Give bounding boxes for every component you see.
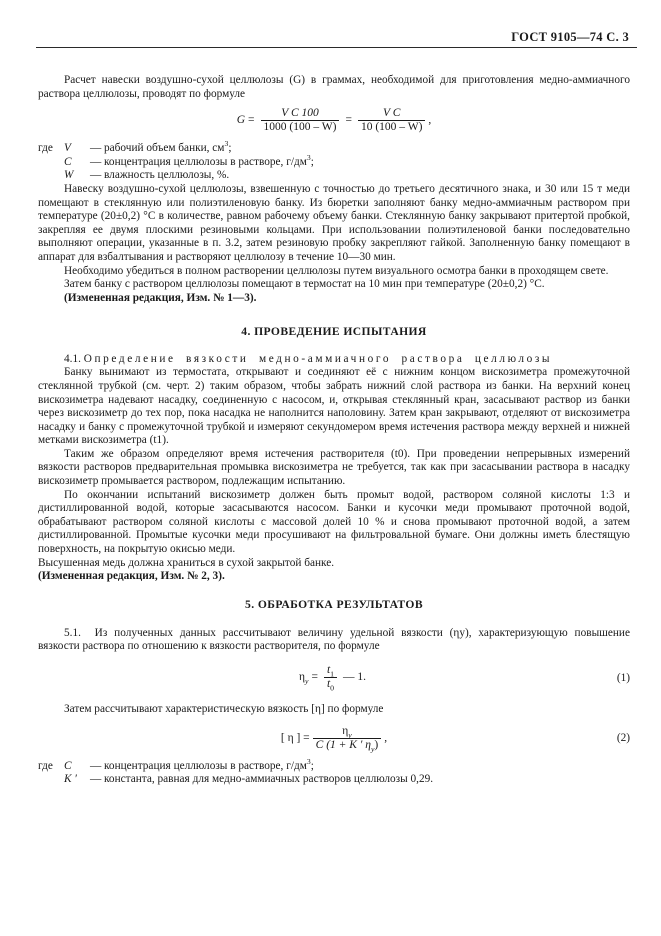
formula-G-equals-2: = — [345, 114, 352, 127]
where-item-C2 — [38, 756, 630, 774]
where-sup-C: 3 — [306, 153, 311, 163]
where-text-V: рабочий объем банки, см — [104, 142, 225, 155]
formula-1-fraction — [324, 664, 337, 691]
formula-1-eta-subscript: у — [304, 676, 309, 686]
where-sup-V: 3 — [224, 139, 229, 149]
where-tail-V: ; — [228, 142, 232, 155]
where-dash-V: — — [90, 142, 102, 155]
paragraph-revision-note-2: (Измененная редакция, Изм. № 2, 3). — [38, 570, 225, 583]
formula-1-specific-viscosity — [38, 664, 630, 691]
formula-2-fraction — [313, 725, 382, 752]
formula-1-number: (1) — [616, 671, 630, 684]
document-body — [38, 74, 630, 787]
formula-G-fraction-1 — [261, 107, 340, 134]
clause-heading-4-1 — [38, 352, 630, 366]
paragraph-intrinsic-viscosity: Затем рассчитывают характеристическую вязкость [η] по формуле — [64, 703, 384, 715]
where-text-C2: концентрация целлюлозы в растворе, г/дм — [104, 759, 307, 772]
formula-G-numerator-2: V C — [358, 107, 425, 121]
where-dash-C2: — — [90, 759, 102, 772]
clause-5-1-number: 5.1. — [64, 626, 81, 639]
where-tail-C2: ; — [310, 759, 314, 772]
formula-2-numerator: $\eta_у$ — [313, 725, 382, 739]
section-heading-5: 5. ОБРАБОТКА РЕЗУЛЬТАТОВ — [245, 597, 423, 611]
paragraph-4-1-procedure: Банку вынимают из термостата, открывают и соединяют её с нижним концом вискозиметра промежуточной стеклянной трубкой (см. черт. 2) таким образом, чтобы забрать нижний слой раствора из банки. На верхний конец вискозиметра надевают насадку, соединенную с насосом, и, открывая стеклянный кран, засасывают раствор из банки через вискозиметр до тех пор, пока насадка не наполнится наполовину. Затем кран закрывают, отделяют от вискозиметра насадку и банку с промежуточной трубкой и измеряют секундомером время истечения раствора между верхней и нижней метками вискозиметра (t1). — [38, 366, 630, 447]
formula-G-denominator-2: 10 (100 – W) — [360, 121, 423, 134]
where-text-C: концентрация целлюлозы в растворе, г/дм — [104, 155, 307, 168]
where-text-K: константа, равная для медно-аммиачных растворов целлюлозы 0,29. — [104, 773, 434, 786]
paragraph-thermostat: Затем банку с раствором целлюлозы помещают в термостат на 10 мин при температуре (20±0,2) °С. — [64, 278, 545, 291]
formula-2-denominator: C (1 + K ′ $\eta_у$) — [315, 738, 379, 753]
formula-1-tail: — 1. — [343, 671, 367, 684]
where-item-V — [38, 139, 630, 156]
where-item-W — [38, 169, 630, 183]
formula-2-lhs: [ η ] = — [280, 731, 310, 744]
formula-G-equals: = — [248, 114, 255, 127]
formula-G-trailing: , — [428, 114, 432, 127]
where-tail-C: ; — [310, 155, 314, 168]
clause-4-1-title: Определение вязкости медно-аммиачного раствора целлюлозы — [83, 353, 553, 366]
formula-G-fraction-2 — [358, 107, 425, 134]
where-symbol-V: V — [64, 142, 71, 155]
paragraph-visual-check: Необходимо убедиться в полном растворении целлюлозы путем визуального осмотра банки в проходящем свете. — [64, 264, 609, 277]
section-heading-4: 4. ПРОВЕДЕНИЕ ИСПЫТАНИЯ — [241, 325, 427, 339]
where-symbol-W: W — [64, 169, 74, 182]
header-divider — [36, 47, 637, 48]
where-dash-W: — — [90, 169, 102, 182]
where-sup-C2: 3 — [306, 756, 311, 766]
paragraph-4-1-solvent-time: Таким же образом определяют время истечения растворителя (t0). При проведении непрерывных измерений вязкости растворов предварительная промывка вискозиметра не требуется, так как при засасывании раствора в насадку вискозиметр промывается раствором, подлежащим испытанию. — [38, 447, 630, 488]
where-symbol-C2: C — [64, 759, 72, 772]
where-item-C — [38, 153, 630, 170]
standard-identifier: ГОСТ 9105—74 С. 3 — [511, 30, 629, 44]
formula-1-numerator: $t_1$ — [324, 664, 337, 678]
formula-1-equals: = — [311, 671, 318, 684]
where-list-2 — [38, 756, 630, 787]
where-dash-C: — — [90, 155, 102, 168]
where-list-1 — [38, 139, 630, 183]
paragraph-revision-note-1: (Измененная редакция, Изм. № 1—3). — [64, 291, 257, 304]
paragraph-4-1-cleaning: По окончании испытаний вискозиметр должен быть промыт водой, раствором соляной кислоты 1:3 и дистиллированной водой, которые засасываются насосом. Банки и кусочки меди промывают проточной водой, обрабатывают раствором соляной кислоты с массовой долей 10 % и снова промывают проточной водой, а затем дистиллированной. Промытые кусочки меди просушивают на фильтровальной бумаге. Они должны иметь блестящую поверхность, на покрытую окисью меди. — [38, 488, 630, 556]
paragraph-weighing: Навеску воздушно-сухой целлюлозы, взвешенную с точностью до третьего десятичного знака, и 30 или 15 т меди помещают в стеклянную или полиэтиленовую банку. Из бюретки заполняют банку медно-аммиачным раствором при температуре (20±0,2) °С в количестве, равном рабочему объему банки. Стеклянную банку закрывают притертой пробкой, закрепляя ее двумя плоскими резиновыми кольцами. При использовании полиэтиленовой банки последовательно выполняют операции, указанные в п. 3.2, затем резиновую пробку закрепляют гайкой. Заполненную банку помещают в аппарат для взбалтывания и растворяют целлюлозу в течение 10—30 мин. — [38, 182, 630, 263]
formula-2-number: (2) — [616, 732, 630, 745]
where-text-W: влажность целлюлозы, %. — [104, 169, 230, 182]
formula-2-tail: , — [384, 731, 388, 744]
where-label-2: где — [38, 759, 53, 772]
page-header — [36, 22, 637, 48]
where-symbol-C: C — [64, 155, 72, 168]
paragraph-4-1-storage: Высушенная медь должна храниться в сухой закрытой банке. — [38, 556, 335, 569]
clause-4-1-number: 4.1. — [64, 353, 81, 366]
formula-G-lhs: G — [236, 114, 246, 127]
where-label-1: где — [38, 142, 53, 155]
formula-2-intrinsic-viscosity — [38, 725, 630, 752]
formula-G-denominator-1: 1000 (100 – W) — [263, 121, 337, 134]
formula-1-eta: η — [298, 671, 305, 684]
where-item-K — [38, 773, 630, 787]
clause-5-1-text: Из полученных данных рассчитывают величину удельной вязкости (ηу), характеризующую повышение вязкости раствора по отношению к вязкости растворителя, по формуле — [38, 626, 630, 653]
formula-G-numerator-1: V C 100 — [261, 107, 340, 121]
formula-weight-G — [38, 107, 630, 134]
where-symbol-K: K ′ — [64, 773, 77, 786]
where-dash-K: — — [90, 773, 102, 786]
formula-1-denominator: $t_0$ — [326, 678, 335, 693]
clause-5-1 — [38, 627, 630, 654]
paragraph-calculation-intro: Расчет навески воздушно-сухой целлюлозы (G) в граммах, необходимой для приготовления медно-аммиачного раствора целлюлозы, проводят по формуле — [38, 74, 630, 100]
